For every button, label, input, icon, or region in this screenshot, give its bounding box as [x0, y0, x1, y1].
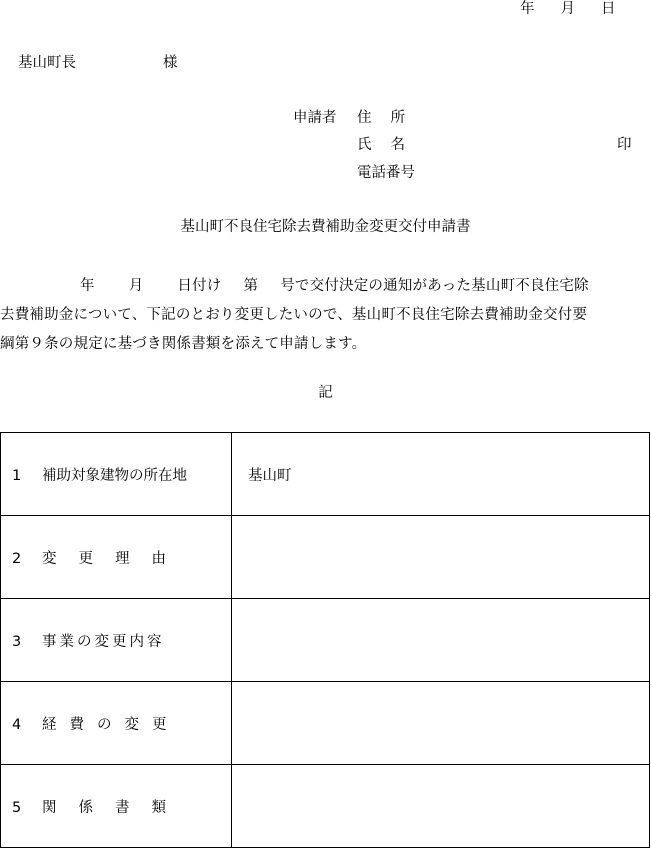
row-label: 変更理由	[42, 550, 188, 567]
body-paragraph	[0, 272, 651, 359]
table-row	[1, 433, 650, 516]
row-label: 補助対象建物の所在地	[42, 467, 187, 484]
date-year-label: 年	[520, 1, 535, 17]
date-line	[520, 2, 616, 17]
applicant-label: 申請者	[293, 110, 337, 126]
body-month: 月	[128, 278, 144, 294]
addressee-name: 基山町長	[18, 55, 76, 71]
body-dated: 日付け	[177, 278, 222, 294]
row-label: 経費の変更	[42, 716, 180, 733]
row-number: 5	[12, 799, 22, 816]
addressee-suffix: 様	[163, 55, 178, 71]
table-value-cell[interactable]	[232, 516, 650, 599]
date-month-label: 月	[560, 1, 575, 17]
table-row	[1, 516, 650, 599]
body-year: 年	[80, 278, 95, 294]
table-label-cell	[1, 682, 232, 765]
row-number: 3	[12, 633, 22, 650]
applicant-name-label: 氏名	[357, 137, 424, 153]
table-value-cell[interactable]	[232, 682, 650, 765]
row-label: 事業の変更内容	[42, 633, 165, 650]
table-label-cell	[1, 516, 232, 599]
table-value-cell[interactable]	[232, 599, 650, 682]
items-table	[0, 432, 650, 848]
date-day-label: 日	[601, 1, 616, 17]
body-line-3: 綱第９条の規定に基づき関係書類を添えて申請します。	[0, 336, 367, 352]
table-label-cell	[1, 599, 232, 682]
seal-mark: 印	[617, 137, 632, 153]
table-value-cell[interactable]: 基山町	[232, 433, 650, 516]
body-line-2: 去費補助金について、下記のとおり変更したいので、基山町不良住宅除去費補助金交付要	[0, 307, 588, 323]
body-line-1	[0, 272, 651, 301]
body-line-1-rest: 号で交付決定の通知があった基山町不良住宅除	[280, 278, 589, 294]
row-label: 関係書類	[42, 799, 188, 816]
table-label-cell	[1, 433, 232, 516]
table-row	[1, 599, 650, 682]
document-title: 基山町不良住宅除去費補助金変更交付申請書	[180, 219, 471, 235]
applicant-phone-label: 電話番号	[357, 165, 415, 181]
ki-heading: 記	[318, 385, 333, 401]
body-number-prefix: 第	[243, 278, 259, 294]
row-number: 1	[12, 467, 22, 484]
table-label-cell	[1, 765, 232, 848]
applicant-address-label: 住所	[357, 110, 424, 126]
table-value-cell[interactable]	[232, 765, 650, 848]
table-row	[1, 682, 650, 765]
table-row	[1, 765, 650, 848]
row-number: 4	[12, 716, 22, 733]
row-number: 2	[12, 550, 22, 567]
